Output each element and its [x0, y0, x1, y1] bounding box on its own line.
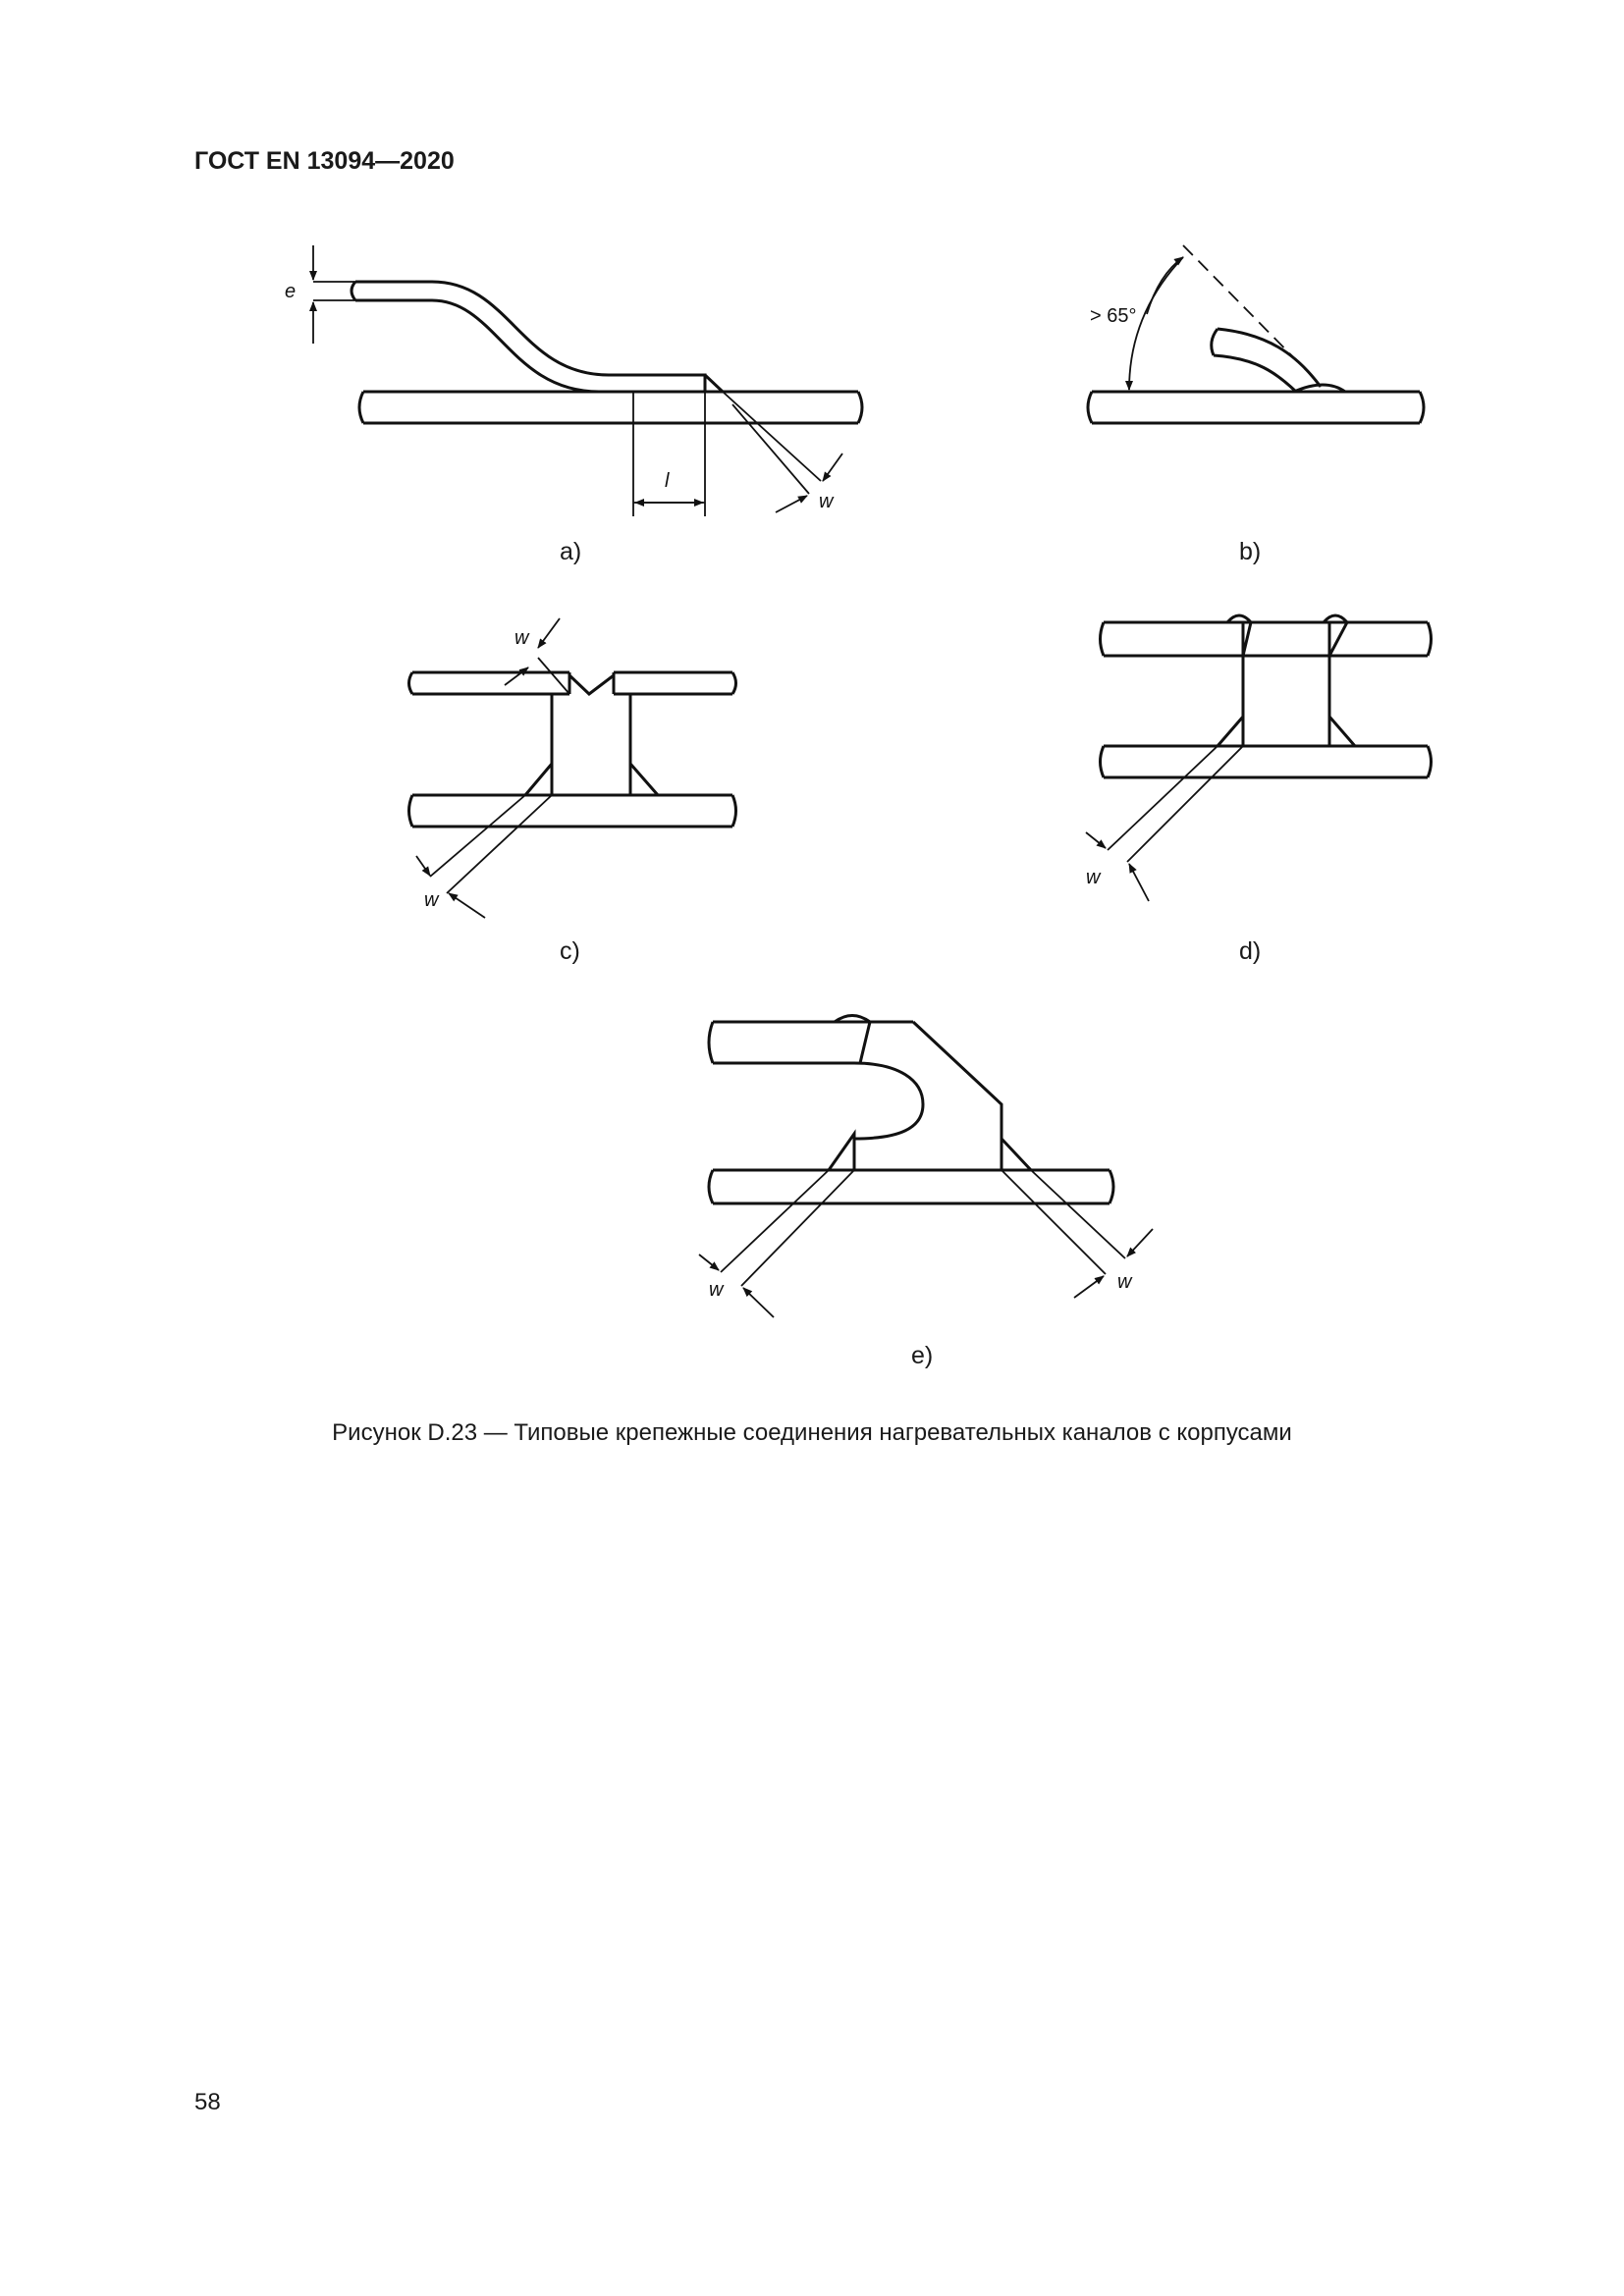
dim-w-label-a: w	[819, 491, 834, 512]
subfigure-a-label: a)	[560, 538, 582, 565]
subfigure-b-drawing	[1088, 245, 1424, 423]
document-header: ГОСТ EN 13094—2020	[194, 147, 455, 175]
dim-w-label-e-right: w	[1117, 1271, 1132, 1293]
dim-w-label-e-left: w	[709, 1279, 724, 1301]
subfigure-d-label: d)	[1239, 937, 1262, 965]
dim-w-label-d: w	[1086, 867, 1101, 888]
figure-caption: Рисунок D.23 — Типовые крепежные соединения нагревательных каналов с корпусами	[332, 1419, 1292, 1446]
subfigure-c-label: c)	[560, 937, 580, 965]
page-number: 58	[194, 2089, 221, 2115]
dim-e-label: e	[285, 281, 297, 302]
dim-w-label-c-top: w	[514, 627, 529, 649]
subfigure-b-label: b)	[1239, 538, 1262, 565]
subfigure-e-label: e)	[911, 1342, 934, 1369]
subfigure-c-drawing	[409, 618, 736, 918]
subfigure-e-drawing	[699, 1016, 1153, 1318]
angle-label-b: > 65°	[1090, 305, 1137, 327]
dim-w-label-c-bottom: w	[424, 889, 439, 911]
subfigure-a-drawing	[313, 245, 862, 516]
subfigure-d-drawing	[1086, 615, 1432, 901]
dim-l-label: l	[665, 470, 670, 492]
